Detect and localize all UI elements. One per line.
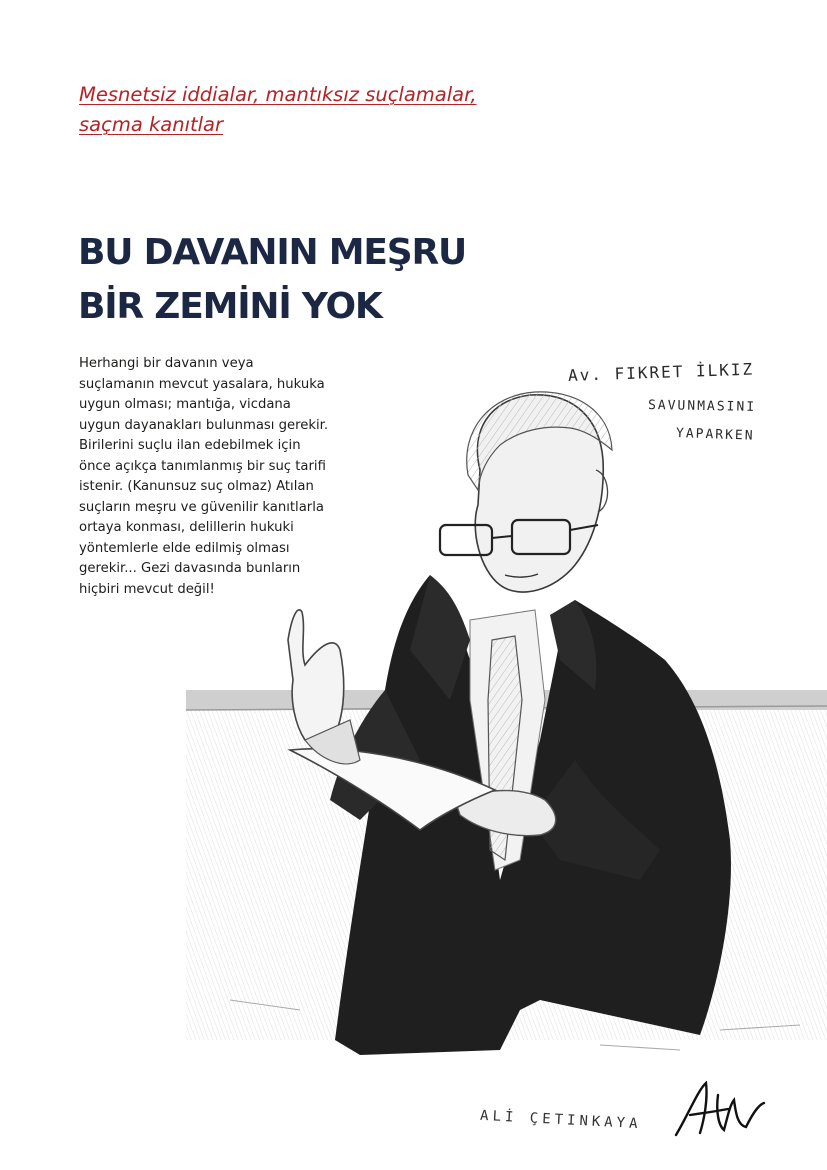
page-title-line-1: BU DAVANIN MEŞRU xyxy=(78,232,467,273)
sub-heading xyxy=(79,80,539,140)
body-line: istenir. (Kanunsuz suç olmaz) Atılan xyxy=(79,479,314,494)
artist-name: ALİ ÇETINKAYA xyxy=(479,1107,642,1133)
illustration-caption-line-1: Av. FIKRET İLKIZ xyxy=(567,359,755,385)
body-line: suçların meşru ve güvenilir kanıtlarla xyxy=(79,499,324,515)
body-line: hiçbiri mevcut değil! xyxy=(79,581,215,597)
body-line: Herhangi bir davanın veya xyxy=(79,356,254,371)
body-paragraph xyxy=(79,354,399,600)
page-title xyxy=(78,226,508,334)
body-line: uygun olması; mantığa, vicdana xyxy=(79,397,291,412)
body-line: yöntemlerle elde edilmiş olması xyxy=(79,540,290,556)
body-line: önce açıkça tanımlanmış bir suç tarifi xyxy=(79,458,326,474)
page-title-line-2: BİR ZEMİNİ YOK xyxy=(78,286,382,327)
body-line: suçlamanın mevcut yasalara, hukuka xyxy=(79,376,325,392)
sub-heading-line-1: Mesnetsiz iddialar, mantıksız suçlamalar, xyxy=(79,83,477,106)
body-line: gerekir... Gezi davasında bunların xyxy=(79,561,301,576)
illustration-caption-line-3: YAPARKEN xyxy=(675,426,755,444)
body-line: ortaya konması, delillerin hukuki xyxy=(79,520,294,535)
artist-signature xyxy=(668,1075,768,1145)
body-line: uygun dayanakları bulunması gerekir. xyxy=(79,417,329,433)
sub-heading-line-2: saçma kanıtlar xyxy=(79,113,224,136)
body-line: Birilerini suçlu ilan edebilmek için xyxy=(79,438,301,453)
illustration-caption-line-2: SAVUNMASINI xyxy=(647,398,757,415)
